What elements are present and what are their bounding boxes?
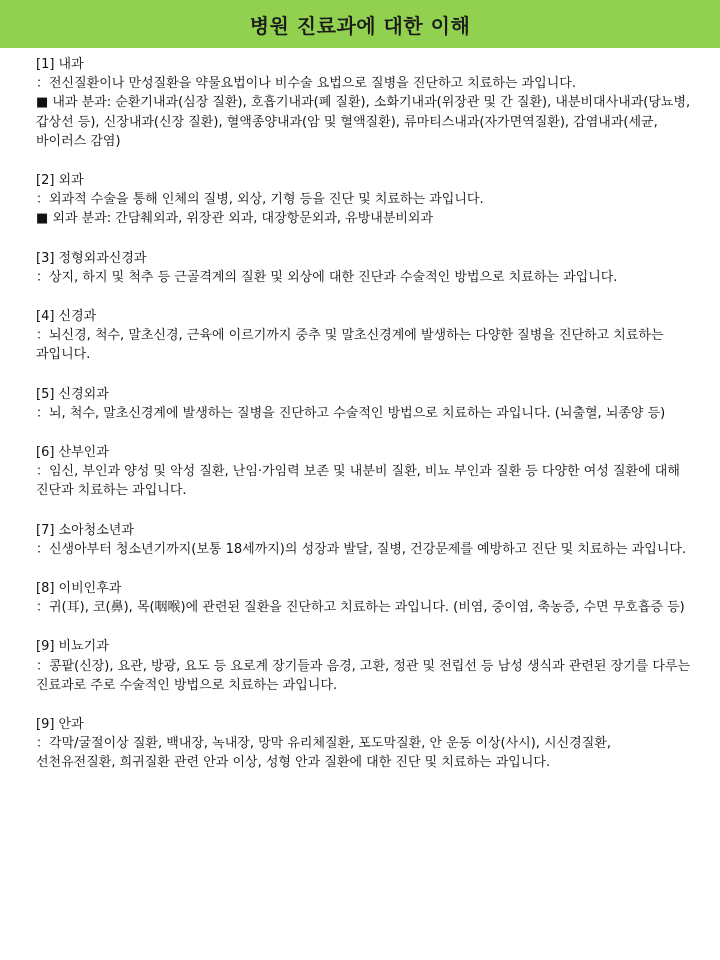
section-subspecialties: ■ 외과 분과: 간담췌외과, 위장관 외과, 대장항문외과, 유방내분비외과 — [36, 211, 434, 227]
section-description: ：전신질환이나 만성질환을 약물요법이나 비수술 요법으로 질병을 진단하고 치료하는 과입니다. — [36, 76, 576, 92]
section-heading: [9] 안과 — [36, 717, 84, 733]
section-heading: [5] 신경외과 — [36, 386, 109, 402]
section-obstetrics-gynecology — [36, 443, 692, 501]
section-otolaryngology — [36, 579, 692, 617]
section-heading: [2] 외과 — [36, 173, 84, 189]
section-heading: [3] 정형외과신경과 — [36, 250, 147, 266]
section-description: ：콩팥(신장), 요관, 방광, 요도 등 요로계 장기들과 음경, 고환, 정관 및 전립선 등 남성 생식과 관련된 장기를 다루는 진료과로 주로 수술적인 방법으로 치료하는 과입니다. — [36, 658, 695, 693]
section-pediatrics — [36, 521, 692, 559]
page-title: 병원 진료과에 대한 이해 — [249, 13, 471, 38]
section-urology — [36, 637, 695, 695]
document-body — [36, 55, 695, 793]
section-heading: [8] 이비인후과 — [36, 581, 122, 597]
section-description: ：상지, 하지 및 척추 등 근골격계의 질환 및 외상에 대한 진단과 수술적인 방법으로 치료하는 과입니다. — [36, 269, 618, 285]
section-heading: [9] 비뇨기과 — [36, 639, 109, 655]
section-description: ：귀(耳), 코(鼻), 목(咽喉)에 관련된 질환을 진단하고 치료하는 과입니다. (비염, 중이염, 축농증, 수면 무호흡증 등) — [36, 600, 685, 616]
section-orthopedics — [36, 249, 692, 287]
section-subspecialties: ■ 내과 분과: 순환기내과(심장 질환), 호흡기내과(폐 질환), 소화기내과(위장관 및 간 질환), 내분비대사내과(당뇨병, 갑상선 등), 신장내과(신장 질환), 혈액종양내과(암 및 혈액질환), 류마티스내과(자가면역질환), 감염내과(세균, 바이러스 감염) — [36, 95, 695, 149]
section-heading: [1] 내과 — [36, 57, 84, 72]
section-description: ：외과적 수술을 통해 인체의 질병, 외상, 기형 등을 진단 및 치료하는 과입니다. — [36, 192, 484, 208]
section-description: ：뇌, 척수, 말초신경계에 발생하는 질병을 진단하고 수술적인 방법으로 치료하는 과입니다. (뇌출혈, 뇌종양 등) — [36, 405, 666, 421]
section-ophthalmology — [36, 715, 692, 773]
section-description: ：신생아부터 청소년기까지(보통 18세까지)의 성장과 발달, 질병, 건강문제를 예방하고 진단 및 치료하는 과입니다. — [36, 541, 687, 557]
section-neurology — [36, 307, 692, 365]
section-description: ：각막/굴절이상 질환, 백내장, 녹내장, 망막 유리체질환, 포도막질환, 안 운동 이상(사시), 시신경질환, 선천유전질환, 희귀질환 관련 안과 이상, 성형 안과 질환에 대한 진단 및 치료하는 과입니다. — [36, 736, 616, 771]
section-surgery — [36, 171, 692, 229]
section-description: ：뇌신경, 척수, 말초신경, 근육에 이르기까지 중추 및 말초신경계에 발생하는 다양한 질병을 진단하고 치료하는 과입니다. — [36, 328, 668, 363]
title-banner — [0, 0, 720, 48]
section-internal-medicine — [36, 55, 695, 151]
section-heading: [7] 소아청소년과 — [36, 522, 134, 538]
section-heading: [6] 산부인과 — [36, 445, 109, 461]
section-heading: [4] 신경과 — [36, 309, 97, 325]
section-neurosurgery — [36, 385, 692, 423]
section-description: ：임신, 부인과 양성 및 악성 질환, 난임·가임력 보존 및 내분비 질환, 비뇨 부인과 질환 등 다양한 여성 질환에 대해 진단과 치료하는 과입니다. — [36, 464, 685, 499]
